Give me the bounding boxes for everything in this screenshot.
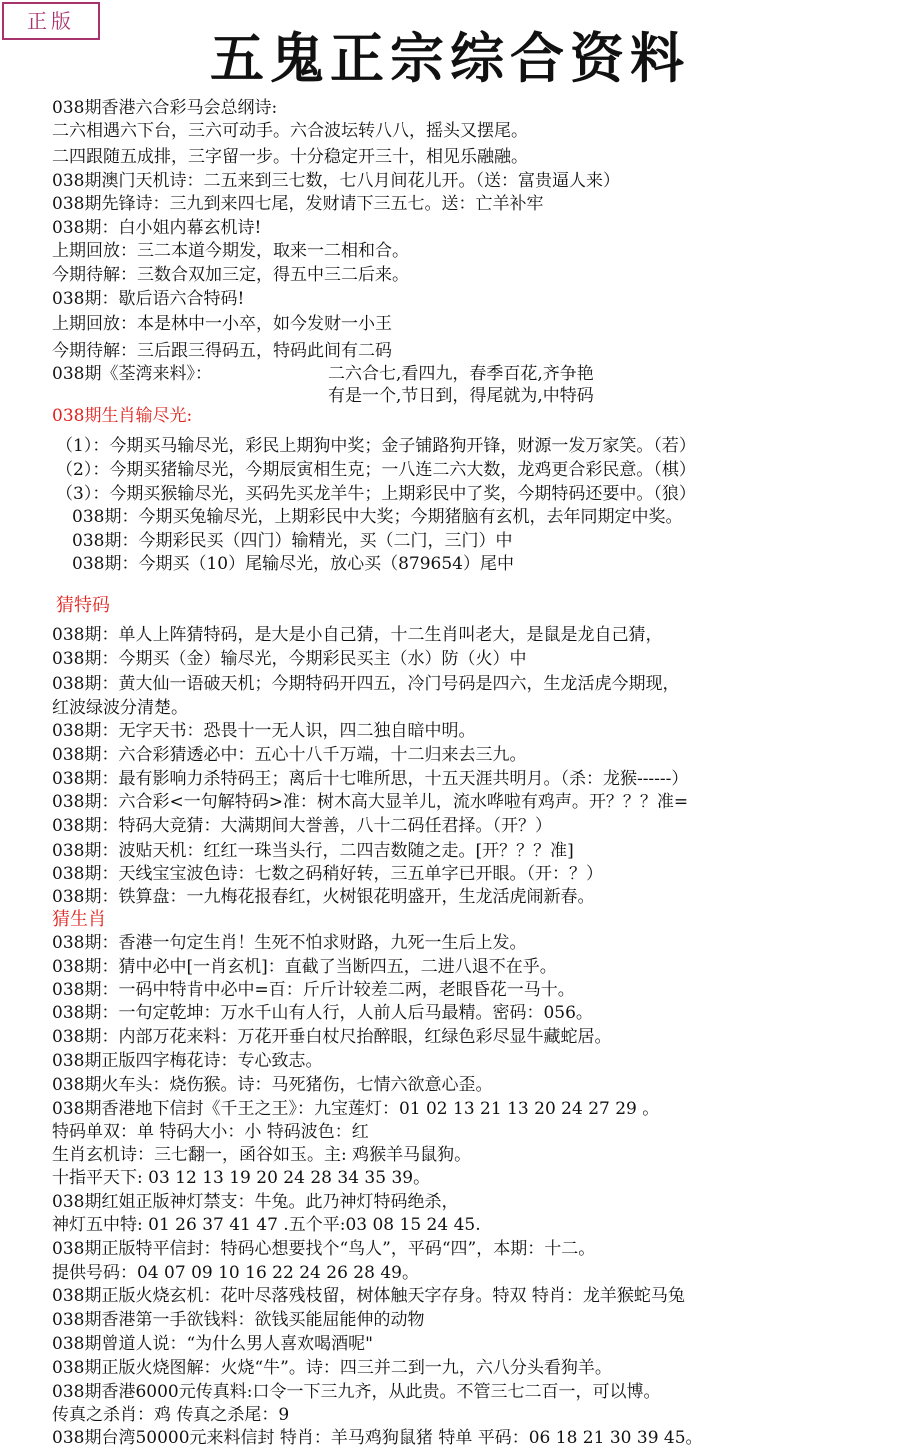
text-line-l34: 猜生肖 — [52, 909, 106, 930]
text-line-l12b: 二六合七,看四九，春季百花,齐争艳 — [328, 364, 594, 384]
text-line-l11: 今期待解：三后跟三得码五，特码此间有二码 — [52, 341, 392, 361]
text-line-l56: 038期台湾50000元来料信封 特肖：羊马鸡狗鼠猪 特单 平码：06 18 21 30 39 45。 — [52, 1428, 703, 1448]
text-line-l46: 038期红姐正版神灯禁支：牛兔。此乃神灯特码绝杀， — [52, 1192, 459, 1212]
text-line-l28: 038期：最有影响力杀特码王；离后十七唯所思，十五天涯共明月。（杀：龙猴------） — [52, 769, 689, 789]
text-line-l37: 038期：一码中特肯中必中=百：斤斤计较差二两，老眼昏花一马十。 — [52, 980, 575, 1000]
text-line-l54: 038期香港6000元传真料:口令一下三九齐，从此贵。不管三七二百一，可以博。 — [52, 1382, 661, 1402]
text-line-l33: 038期：铁算盘：一九梅花报春红，火树银花明盛开，生龙活虎闹新春。 — [52, 887, 595, 907]
text-line-l47: 神灯五中特: 01 26 37 41 47 .五个平:03 08 15 24 45. — [52, 1215, 481, 1235]
text-line-l6: 038期：白小姐内幕玄机诗! — [52, 218, 262, 238]
text-line-l1: 038期香港六合彩马会总纲诗: — [52, 98, 278, 118]
text-line-l41: 038期火车头：烧伤猴。诗：马死猪伤，七情六欲意心歪。 — [52, 1075, 493, 1095]
text-line-l44: 生肖玄机诗：三七翻一，函谷如玉。主: 鸡猴羊马鼠狗。 — [52, 1145, 472, 1165]
text-line-l15: （1）：今期买马输尽光，彩民上期狗中奖；金子铺路狗开锋，财源一发万家笑。（若） — [56, 436, 696, 456]
text-line-l20: 038期：今期买（10）尾输尽光，放心买（879654）尾中 — [72, 554, 514, 574]
text-line-l2: 二六相遇六下台，三六可动手。六合波坛转八八，摇头又摆尾。 — [52, 121, 528, 141]
text-line-l13: 有是一个,节日到，得尾就为,中特码 — [328, 386, 594, 406]
text-line-l27: 038期：六合彩猜透必中：五心十八千万端，十二归来去三九。 — [52, 745, 527, 765]
text-line-l40: 038期正版四字梅花诗：专心致志。 — [52, 1051, 323, 1071]
text-line-l17: （3）：今期买猴输尽光，买码先买龙羊牛；上期彩民中了奖，今期特码还要中。（狼） — [56, 484, 696, 504]
text-line-l48: 038期正版特平信封：特码心想要找个“鸟人”，平码“四”，本期：十二。 — [52, 1239, 596, 1259]
text-line-l45: 十指平天下: 03 12 13 19 20 24 28 34 35 39。 — [52, 1168, 431, 1188]
text-line-l3: 二四跟随五成排，三字留一步。十分稳定开三十，相见乐融融。 — [52, 147, 528, 167]
text-line-l16: （2）：今期买猪输尽光，今期辰寅相生克；一八连二六大数，龙鸡更合彩民意。（棋） — [56, 460, 696, 480]
text-line-l53: 038期正版火烧图解：火烧“牛”。诗：四三并二到一九，六八分头看狗羊。 — [52, 1358, 612, 1378]
text-line-l24: 038期：黄大仙一语破天机；今期特码开四五，冷门号码是四六，生龙活虎今期现， — [52, 674, 680, 694]
text-line-l25: 红波绿波分清楚。 — [52, 698, 188, 718]
text-line-l10: 上期回放：本是林中一小卒，如今发财一小王 — [52, 314, 392, 334]
text-line-l21: 猜特码 — [56, 595, 110, 616]
text-line-l55: 传真之杀肖：鸡 传真之杀尾：9 — [52, 1405, 290, 1425]
text-line-l18: 038期：今期买兔输尽光，上期彩民中大奖；今期猪脑有玄机，去年同期定中奖。 — [72, 507, 683, 527]
text-line-l51: 038期香港第一手欲钱料：欲钱买能屈能伸的动物 — [52, 1310, 425, 1330]
text-line-l4: 038期澳门天机诗：二五来到三七数，七八月间花儿开。（送：富贵逼人来） — [52, 171, 620, 191]
page-title: 五鬼正宗综合资料 — [210, 26, 690, 90]
text-line-l38: 038期：一句定乾坤：万水千山有人行，人前人后马最精。密码：056。 — [52, 1003, 593, 1023]
text-line-l26: 038期：无字天书：恐畏十一无人识，四二独自暗中明。 — [52, 721, 476, 741]
text-line-l23: 038期：今期买（金）输尽光，今期彩民买主（水）防（火）中 — [52, 649, 527, 669]
text-line-l43: 特码单双：单 特码大小：小 特码波色：红 — [52, 1122, 369, 1142]
text-line-l49: 提供号码：04 07 09 10 16 22 24 26 28 49。 — [52, 1263, 419, 1283]
text-line-l29: 038期：六合彩<一句解特码>准：树木高大显羊儿，流水哗啦有鸡声。开？？？准= — [52, 792, 689, 812]
text-line-l42: 038期香港地下信封《千王之王》：九宝莲灯：01 02 13 21 13 20 24 27 29 。 — [52, 1099, 660, 1119]
text-line-l52: 038期曾道人说：“为什么男人喜欢喝酒呢" — [52, 1334, 373, 1354]
text-line-l22: 038期：单人上阵猜特码，是大是小自己猜，十二生肖叫老大，是鼠是龙自己猜， — [52, 625, 663, 645]
text-line-l35: 038期：香港一句定生肖！生死不怕求财路，九死一生后上发。 — [52, 933, 527, 953]
text-line-l36: 038期：猜中必中[一肖玄机]：直截了当断四五，二进八退不在乎。 — [52, 957, 557, 977]
text-line-l30: 038期：特码大竞猜：大满期间大誉善，八十二码任君择。（开？） — [52, 816, 552, 836]
edition-badge: 正版 — [2, 2, 100, 40]
text-line-l32: 038期：天线宝宝波色诗：七数之码稍好转，三五单字已开眼。（开：？） — [52, 864, 603, 884]
text-line-l5: 038期先锋诗：三九到来四七尾，发财请下三五七。送：亡羊补牢 — [52, 194, 544, 214]
text-line-l50: 038期正版火烧玄机：花叶尽落残枝留，树体触天字存身。特双 特肖：龙羊猴蛇马兔 — [52, 1286, 685, 1306]
text-line-l14: 038期生肖输尽光: — [52, 406, 193, 426]
text-line-l8: 今期待解：三数合双加三定，得五中三二后来。 — [52, 265, 409, 285]
text-line-l19: 038期：今期彩民买（四门）输精光，买（二门，三门）中 — [72, 531, 513, 551]
text-line-l9: 038期：歇后语六合特码! — [52, 289, 245, 309]
text-line-l12: 038期《荃湾来料》： — [52, 364, 212, 384]
text-line-l39: 038期：内部万花来料：万花开垂白杖尺抬醉眼，红绿色彩尽显牛藏蛇居。 — [52, 1027, 612, 1047]
text-line-l31: 038期：波贴天机：红红一珠当头行，二四吉数随之走。[开？？？准] — [52, 841, 574, 861]
text-line-l7: 上期回放：三二本道今期发，取来一二相和合。 — [52, 241, 409, 261]
